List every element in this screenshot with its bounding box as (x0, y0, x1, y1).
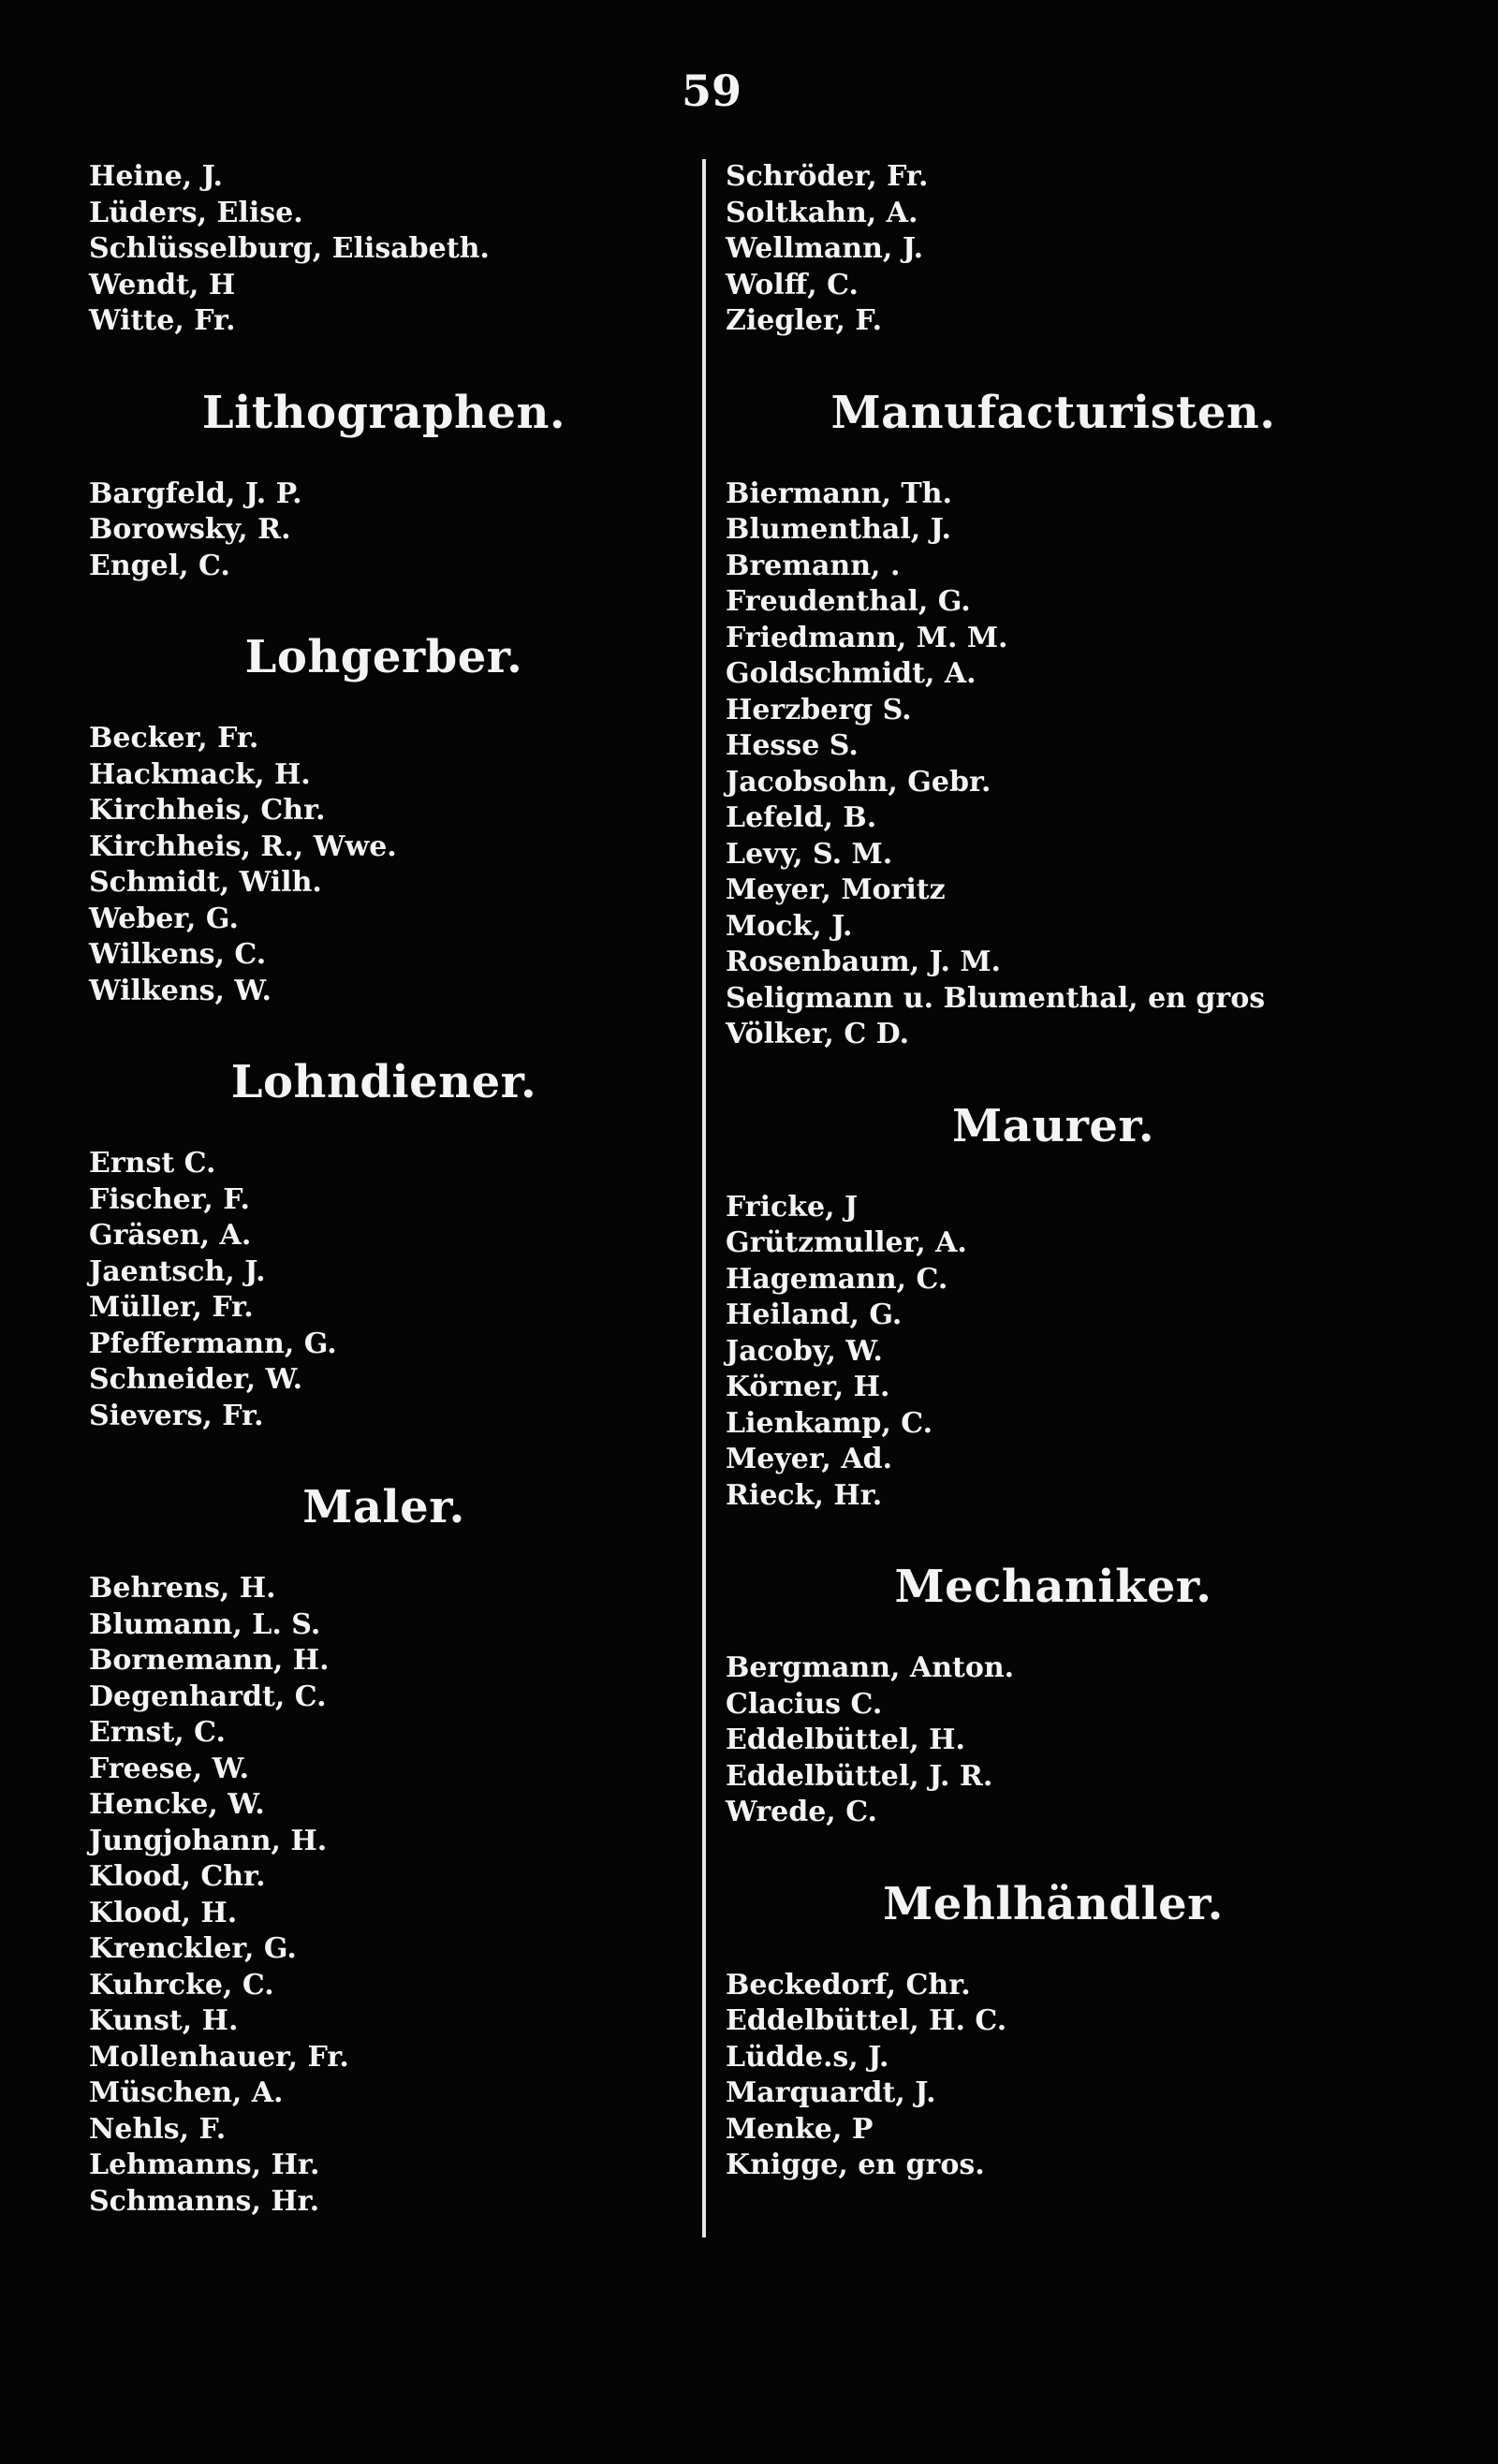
directory-section (726, 1561, 1381, 1831)
directory-entry: Fricke, J (726, 1190, 859, 1224)
directory-entry: Witte, Fr. (89, 304, 236, 337)
directory-entry: Bremann, . (726, 549, 901, 582)
directory-entry: Heine, J. (89, 160, 223, 193)
directory-entry: Eddelbüttel, J. R. (726, 1759, 993, 1793)
directory-entry: Jacobsohn, Gebr. (726, 765, 991, 799)
right-column (726, 159, 1381, 2184)
directory-entry: Beckedorf, Chr. (726, 1968, 971, 2002)
section-heading: Lithographen. (201, 386, 566, 439)
directory-entry: Levy, S. M. (726, 837, 893, 871)
directory-entry: Seligmann u. Blumenthal, en gros (726, 981, 1266, 1015)
directory-entry: Wolff, C. (726, 268, 859, 301)
directory-entry: Hesse S. (726, 729, 859, 762)
section-heading: Lohgerber. (244, 631, 523, 683)
directory-entry: Jungjohann, H. (89, 1824, 328, 1857)
directory-entry: Heiland, G. (726, 1298, 903, 1331)
directory-entry: Clacius C. (726, 1687, 883, 1721)
directory-entry: Friedmann, M. M. (726, 621, 1008, 654)
entry-list (726, 1968, 1381, 2184)
directory-entry: Körner, H. (726, 1371, 890, 1403)
directory-entry: Kirchheis, Chr. (89, 794, 326, 827)
directory-entry: Freese, W. (89, 1752, 250, 1785)
directory-entry: Wrede, C. (726, 1796, 877, 1828)
directory-entry: Lehmanns, Hr. (89, 2149, 320, 2181)
directory-entry: Ziegler, F. (726, 304, 883, 337)
directory-entry: Lüders, Elise. (89, 196, 303, 229)
directory-section (726, 387, 1381, 1053)
directory-entry: Behrens, H. (89, 1572, 276, 1605)
directory-entry: Meyer, Moritz (726, 873, 946, 906)
directory-entry: Bargfeld, J. P. (89, 477, 302, 510)
directory-section (89, 631, 679, 1009)
directory-entry: Kuhrcke, C. (89, 1968, 274, 2002)
entry-list (726, 159, 1381, 340)
directory-entry: Lienkamp, C. (726, 1406, 933, 1440)
directory-entry: Rieck, Hr. (726, 1478, 883, 1512)
directory-entry: Klood, H. (89, 1896, 238, 1929)
directory-entry: Schmanns, Hr. (89, 2184, 320, 2218)
directory-entry: Völker, C D. (726, 1018, 910, 1050)
directory-entry: Sievers, Fr. (89, 1399, 264, 1432)
directory-entry: Ernst, C. (89, 1716, 226, 1749)
directory-entry: Lefeld, B. (726, 801, 877, 834)
directory-entry: Degenhardt, C. (89, 1679, 327, 1713)
directory-entry: Jacoby, W. (726, 1334, 883, 1368)
directory-entry: Gräsen, A. (89, 1219, 252, 1252)
directory-entry: Bergmann, Anton. (726, 1651, 1015, 1684)
directory-entry: Herzberg S. (726, 693, 912, 726)
directory-entry: Jaentsch, J. (89, 1254, 266, 1288)
directory-entry: Bornemann, H. (89, 1644, 330, 1677)
directory-section (89, 1481, 679, 2220)
directory-entry: Goldschmidt, A. (726, 657, 977, 690)
section-heading: Maler. (302, 1481, 465, 1533)
directory-entry: Becker, Fr. (89, 722, 259, 755)
section-heading: Lohndiener. (230, 1056, 537, 1108)
directory-entry: Blumenthal, J. (726, 513, 951, 546)
directory-entry: Marquardt, J. (726, 2076, 936, 2109)
column-divider (702, 159, 706, 2237)
directory-entry: Kirchheis, R., Wwe. (89, 829, 397, 863)
directory-section (89, 1056, 679, 1434)
directory-entry: Lüdde.s, J. (726, 2040, 889, 2074)
directory-section (89, 159, 679, 340)
directory-entry: Schröder, Fr. (726, 160, 929, 193)
directory-entry: Schmidt, Wilh. (89, 866, 322, 899)
entry-list (89, 721, 679, 1009)
directory-entry: Hencke, W. (89, 1788, 265, 1821)
entry-list (89, 1571, 679, 2220)
directory-entry: Soltkahn, A. (726, 196, 918, 229)
directory-section (726, 1878, 1381, 2184)
directory-entry: Schneider, W. (89, 1363, 303, 1396)
directory-entry: Klood, Chr. (89, 1860, 266, 1893)
directory-entry: Blumann, L. S. (89, 1607, 321, 1641)
directory-entry: Biermann, Th. (726, 477, 952, 510)
directory-entry: Mock, J. (726, 909, 853, 943)
directory-entry: Grützmuller, A. (726, 1226, 967, 1259)
directory-entry: Nehls, F. (89, 2112, 227, 2146)
directory-entry: Fischer, F. (89, 1182, 250, 1216)
entry-list (726, 477, 1381, 1053)
directory-section (726, 159, 1381, 340)
entry-list (726, 1190, 1381, 1515)
directory-entry: Kunst, H. (89, 2004, 239, 2037)
directory-entry: Hagemann, C. (726, 1262, 948, 1296)
directory-entry: Wellmann, J. (726, 232, 924, 265)
directory-entry: Eddelbüttel, H. C. (726, 2004, 1007, 2037)
entry-list (89, 477, 679, 585)
directory-entry: Freudenthal, G. (726, 585, 971, 618)
directory-entry: Müller, Fr. (89, 1291, 254, 1324)
directory-entry: Wilkens, C. (89, 938, 267, 971)
directory-entry: Weber, G. (89, 902, 239, 935)
directory-entry: Borowsky, R. (89, 513, 291, 546)
directory-entry: Rosenbaum, J. M. (726, 946, 1001, 978)
page-number: 59 (681, 66, 742, 116)
directory-entry: Müschen, A. (89, 2076, 284, 2109)
section-heading: Manufacturisten. (830, 386, 1276, 439)
directory-entry: Krenckler, G. (89, 1932, 297, 1965)
directory-entry: Menke, P (726, 2112, 874, 2146)
entry-list (89, 1146, 679, 1434)
directory-section (89, 387, 679, 585)
entry-list (726, 1650, 1381, 1831)
directory-entry: Pfeffermann, G. (89, 1327, 337, 1360)
directory-entry: Wendt, H (89, 268, 236, 301)
section-heading: Mechaniker. (894, 1561, 1212, 1613)
section-heading: Mehlhändler. (883, 1877, 1224, 1930)
section-heading: Maurer. (951, 1099, 1155, 1152)
directory-entry: Engel, C. (89, 549, 230, 582)
directory-entry: Eddelbüttel, H. (726, 1723, 965, 1756)
directory-entry: Mollenhauer, Fr. (89, 2040, 349, 2074)
directory-section (726, 1100, 1381, 1515)
directory-entry: Schlüsselburg, Elisabeth. (89, 232, 490, 265)
directory-entry: Meyer, Ad. (726, 1443, 893, 1475)
directory-entry: Wilkens, W. (89, 974, 272, 1007)
directory-entry: Hackmack, H. (89, 757, 311, 791)
directory-entry: Knigge, en gros. (726, 2149, 985, 2181)
directory-entry: Ernst C. (89, 1147, 216, 1180)
entry-list (89, 159, 679, 340)
left-column (89, 159, 679, 2220)
